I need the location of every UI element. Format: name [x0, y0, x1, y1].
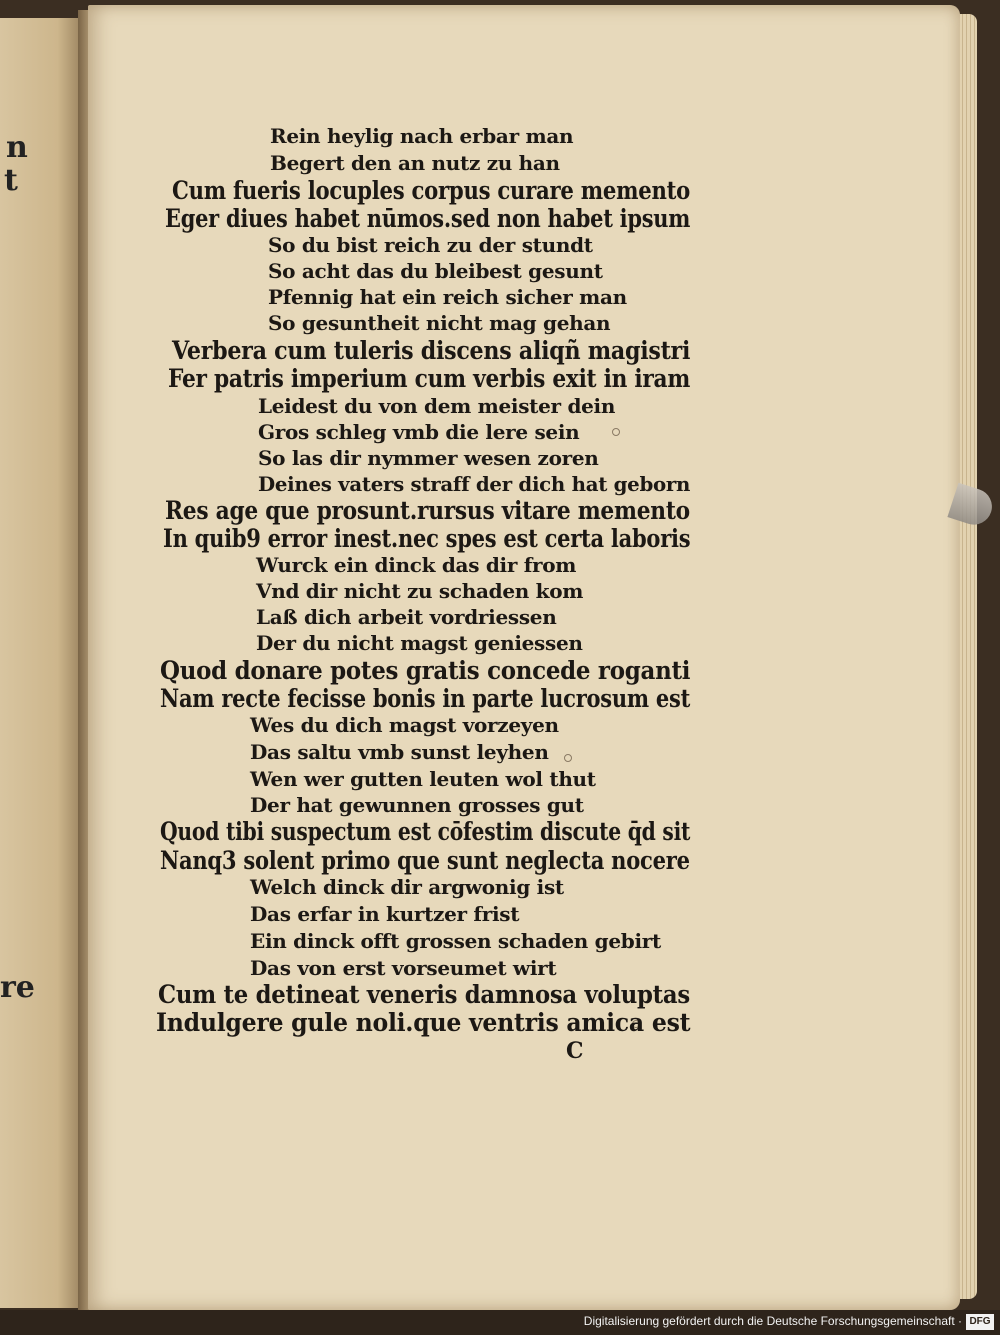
verse-line: Begert den an nutz zu han — [270, 151, 560, 175]
verse-line: Laß dich arbeit vordriessen — [256, 605, 557, 629]
verse-line: Das von erst vorseumet wirt — [250, 956, 557, 980]
footer-credit: Digitalisierung gefördert durch die Deutsche Forschungsgemeinschaft · — [583, 1314, 962, 1328]
verse-line: Fer patris imperium cum verbis exit in iram — [168, 364, 691, 393]
verse-line: Eger diues habet nūmos.sed non habet ipsum — [165, 204, 691, 233]
verse-line: Indulgere gule noli.que ventris amica est — [156, 1008, 691, 1037]
dfg-logo: DFG — [966, 1314, 994, 1330]
verse-line: Nanq3 solent primo que sunt neglecta nocere — [160, 846, 690, 875]
verse-line: Der du nicht magst geniessen — [256, 631, 583, 655]
verse-line: In quib9 error inest.nec spes est certa laboris — [163, 524, 691, 553]
verse-line: Cum fueris locuples corpus curare memento — [172, 176, 691, 205]
verse-line: Cum te detineat veneris damnosa voluptas — [158, 980, 690, 1009]
verse-line: Ein dinck offt grossen schaden gebirt — [250, 929, 661, 953]
verse-line: Pfennig hat ein reich sicher man — [268, 285, 627, 309]
verse-line: Nam recte fecisse bonis in parte lucrosum est — [160, 684, 691, 713]
verse-line: Quod tibi suspectum est cōfestim discute q̄d sit — [160, 817, 691, 846]
verse-line: So las dir nymmer wesen zoren — [258, 446, 599, 470]
catchword: C — [566, 1038, 584, 1064]
verse-line: Gros schleg vmb die lere sein — [258, 420, 580, 444]
verse-line: Deines vaters straff der dich hat geborn — [258, 472, 691, 496]
verse-line: Wen wer gutten leuten wol thut — [250, 767, 596, 791]
verse-line: Verbera cum tuleris discens aliqñ magistri — [172, 336, 691, 365]
verse-line: So gesuntheit nicht mag gehan — [268, 311, 611, 335]
verse-line: Wes du dich magst vorzeyen — [250, 713, 559, 737]
verse-line: Welch dinck dir argwonig ist — [250, 875, 564, 899]
verse-line: So acht das du bleibest gesunt — [268, 259, 603, 283]
verse-line: Das saltu vmb sunst leyhen — [250, 740, 549, 764]
left-page-fragment: n — [6, 130, 28, 165]
footer-bar — [0, 1310, 1000, 1335]
left-page-fragment: t — [4, 163, 18, 198]
verse-line: Quod donare potes gratis concede roganti — [160, 656, 691, 685]
verse-line: Wurck ein dinck das dir from — [256, 553, 577, 577]
verse-line: Rein heylig nach erbar man — [270, 124, 574, 148]
verse-line: Res age que prosunt.rursus vitare memento — [165, 496, 690, 525]
verse-line: Vnd dir nicht zu schaden kom — [256, 579, 584, 603]
verse-line: Das erfar in kurtzer frist — [250, 902, 520, 926]
verse-line: Leidest du von dem meister dein — [258, 394, 616, 418]
verse-line: Der hat gewunnen grosses gut — [250, 793, 584, 817]
left-page-fragment: re — [0, 970, 35, 1005]
verse-line: So du bist reich zu der stundt — [268, 233, 593, 257]
